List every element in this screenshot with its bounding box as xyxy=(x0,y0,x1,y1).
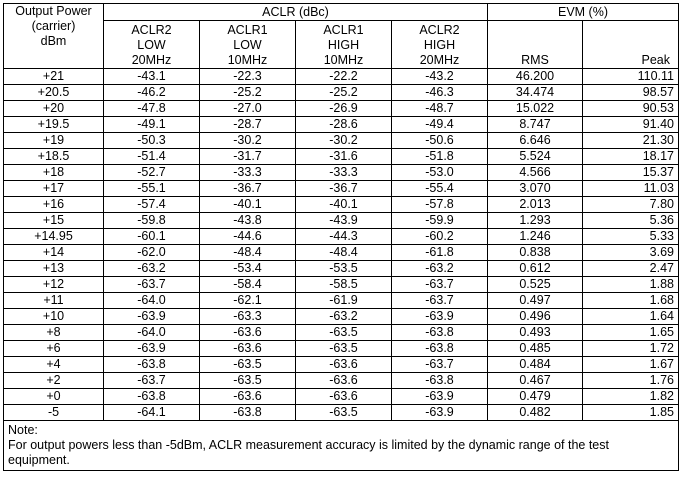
output-power-cell: +0 xyxy=(4,389,104,405)
table-row xyxy=(4,293,679,309)
aclr2-low-cell: -46.2 xyxy=(104,85,200,101)
aclr2-high-cell: -63.7 xyxy=(392,277,488,293)
evm-rms-cell: 0.612 xyxy=(488,261,583,277)
aclr1-high-cell: -33.3 xyxy=(296,165,392,181)
evm-rms-cell: 0.493 xyxy=(488,325,583,341)
aclr1-low-cell: -48.4 xyxy=(200,245,296,261)
evm-peak-cell: 7.80 xyxy=(583,197,679,213)
aclr1-low-cell: -28.7 xyxy=(200,117,296,133)
aclr1-high-cell: -63.6 xyxy=(296,357,392,373)
aclr1-high-cell: -63.5 xyxy=(296,341,392,357)
aclr1-high-cell: -63.6 xyxy=(296,389,392,405)
aclr1-high-cell: -40.1 xyxy=(296,197,392,213)
aclr2-high-cell: -53.0 xyxy=(392,165,488,181)
aclr2-low-cell: -62.0 xyxy=(104,245,200,261)
evm-rms-cell: 0.525 xyxy=(488,277,583,293)
aclr2-low-cell: -64.0 xyxy=(104,325,200,341)
evm-peak-cell: 1.88 xyxy=(583,277,679,293)
aclr2-low-cell: -63.9 xyxy=(104,309,200,325)
table-row xyxy=(4,85,679,101)
output-power-cell: +18.5 xyxy=(4,149,104,165)
evm-peak-cell: 5.33 xyxy=(583,229,679,245)
aclr2-high-cell: -61.8 xyxy=(392,245,488,261)
evm-rms-cell: 2.013 xyxy=(488,197,583,213)
aclr1-low-cell: -36.7 xyxy=(200,181,296,197)
table-row xyxy=(4,197,679,213)
table-row xyxy=(4,181,679,197)
evm-peak-cell: 1.85 xyxy=(583,405,679,421)
aclr2-low-cell: -52.7 xyxy=(104,165,200,181)
aclr1-low-header: ACLR1 LOW 10MHz xyxy=(200,21,296,69)
evm-peak-cell: 1.65 xyxy=(583,325,679,341)
aclr1-low-cell: -22.3 xyxy=(200,69,296,85)
aclr1-high-cell: -31.6 xyxy=(296,149,392,165)
output-power-cell: +14 xyxy=(4,245,104,261)
table-row xyxy=(4,101,679,117)
aclr1-low-cell: -63.5 xyxy=(200,357,296,373)
aclr1-low-cell: -63.5 xyxy=(200,373,296,389)
evm-rms-cell: 0.485 xyxy=(488,341,583,357)
output-power-cell: +17 xyxy=(4,181,104,197)
aclr1-low-cell: -31.7 xyxy=(200,149,296,165)
evm-peak-cell: 18.17 xyxy=(583,149,679,165)
aclr1-high-cell: -63.5 xyxy=(296,405,392,421)
table-row xyxy=(4,389,679,405)
evm-rms-cell: 6.646 xyxy=(488,133,583,149)
aclr2-low-cell: -63.9 xyxy=(104,341,200,357)
aclr2-high-cell: -63.7 xyxy=(392,357,488,373)
aclr1-high-cell: -63.6 xyxy=(296,373,392,389)
evm-peak-cell: 110.11 xyxy=(583,69,679,85)
output-power-cell: +12 xyxy=(4,277,104,293)
aclr2-high-cell: -63.8 xyxy=(392,373,488,389)
document-page xyxy=(3,3,678,471)
aclr2-low-header: ACLR2 LOW 20MHz xyxy=(104,21,200,69)
header-group-row xyxy=(4,4,679,21)
output-power-cell: +20.5 xyxy=(4,85,104,101)
evm-peak-cell: 98.57 xyxy=(583,85,679,101)
aclr2-high-cell: -63.9 xyxy=(392,405,488,421)
aclr2-low-cell: -57.4 xyxy=(104,197,200,213)
aclr1-low-cell: -30.2 xyxy=(200,133,296,149)
output-power-cell: +21 xyxy=(4,69,104,85)
aclr2-high-cell: -60.2 xyxy=(392,229,488,245)
evm-rms-cell: 0.479 xyxy=(488,389,583,405)
aclr1-low-cell: -53.4 xyxy=(200,261,296,277)
aclr1-low-cell: -63.8 xyxy=(200,405,296,421)
aclr1-high-cell: -43.9 xyxy=(296,213,392,229)
evm-rms-cell: 0.497 xyxy=(488,293,583,309)
output-power-cell: +19.5 xyxy=(4,117,104,133)
output-power-cell: +16 xyxy=(4,197,104,213)
table-row xyxy=(4,373,679,389)
evm-peak-cell: 90.53 xyxy=(583,101,679,117)
aclr1-low-cell: -63.6 xyxy=(200,325,296,341)
aclr1-high-cell: -58.5 xyxy=(296,277,392,293)
aclr2-low-cell: -63.2 xyxy=(104,261,200,277)
output-power-cell: +2 xyxy=(4,373,104,389)
output-power-cell: +11 xyxy=(4,293,104,309)
table-body xyxy=(4,69,679,421)
output-power-cell: +15 xyxy=(4,213,104,229)
table-row xyxy=(4,341,679,357)
aclr2-low-cell: -55.1 xyxy=(104,181,200,197)
aclr1-low-cell: -63.3 xyxy=(200,309,296,325)
header-sub-row xyxy=(4,21,679,69)
evm-peak-cell: 1.67 xyxy=(583,357,679,373)
evm-rms-cell: 4.566 xyxy=(488,165,583,181)
aclr2-high-cell: -59.9 xyxy=(392,213,488,229)
aclr2-high-cell: -63.2 xyxy=(392,261,488,277)
aclr2-low-cell: -60.1 xyxy=(104,229,200,245)
evm-rms-cell: 1.246 xyxy=(488,229,583,245)
table-row xyxy=(4,245,679,261)
aclr2-low-cell: -51.4 xyxy=(104,149,200,165)
aclr2-high-cell: -63.9 xyxy=(392,309,488,325)
evm-rms-cell: 0.838 xyxy=(488,245,583,261)
table-row xyxy=(4,117,679,133)
evm-rms-cell: 0.482 xyxy=(488,405,583,421)
aclr2-high-cell: -50.6 xyxy=(392,133,488,149)
output-power-cell: +4 xyxy=(4,357,104,373)
evm-peak-cell: 1.82 xyxy=(583,389,679,405)
evm-peak-cell: 21.30 xyxy=(583,133,679,149)
evm-peak-cell: 3.69 xyxy=(583,245,679,261)
aclr2-low-cell: -59.8 xyxy=(104,213,200,229)
evm-peak-header: Peak xyxy=(583,21,679,69)
aclr2-high-cell: -57.8 xyxy=(392,197,488,213)
aclr2-low-cell: -64.0 xyxy=(104,293,200,309)
aclr-group-header: ACLR (dBc) xyxy=(104,4,488,21)
aclr1-low-cell: -27.0 xyxy=(200,101,296,117)
aclr2-high-cell: -63.8 xyxy=(392,325,488,341)
aclr1-high-cell: -61.9 xyxy=(296,293,392,309)
evm-rms-cell: 1.293 xyxy=(488,213,583,229)
aclr1-low-cell: -33.3 xyxy=(200,165,296,181)
evm-peak-cell: 1.64 xyxy=(583,309,679,325)
evm-rms-cell: 0.467 xyxy=(488,373,583,389)
evm-peak-cell: 5.36 xyxy=(583,213,679,229)
output-power-cell: +6 xyxy=(4,341,104,357)
evm-peak-cell: 15.37 xyxy=(583,165,679,181)
note-text: For output powers less than -5dBm, ACLR measurement accuracy is limited by the dynamic range of the test equipment. xyxy=(8,438,609,467)
aclr1-high-cell: -63.2 xyxy=(296,309,392,325)
aclr1-low-cell: -43.8 xyxy=(200,213,296,229)
aclr1-high-cell: -25.2 xyxy=(296,85,392,101)
evm-peak-cell: 1.72 xyxy=(583,341,679,357)
note-row xyxy=(4,421,679,471)
output-power-header: Output Power (carrier) dBm xyxy=(4,4,104,69)
aclr1-high-cell: -28.6 xyxy=(296,117,392,133)
aclr1-low-cell: -40.1 xyxy=(200,197,296,213)
output-power-cell: +20 xyxy=(4,101,104,117)
aclr1-high-cell: -26.9 xyxy=(296,101,392,117)
note-cell xyxy=(4,421,679,471)
aclr2-high-cell: -43.2 xyxy=(392,69,488,85)
aclr2-low-cell: -50.3 xyxy=(104,133,200,149)
output-power-cell: +18 xyxy=(4,165,104,181)
aclr1-high-cell: -53.5 xyxy=(296,261,392,277)
aclr2-low-cell: -64.1 xyxy=(104,405,200,421)
evm-rms-cell: 8.747 xyxy=(488,117,583,133)
evm-rms-header: RMS xyxy=(488,21,583,69)
table-row xyxy=(4,357,679,373)
evm-peak-cell: 2.47 xyxy=(583,261,679,277)
aclr2-low-cell: -43.1 xyxy=(104,69,200,85)
aclr2-high-cell: -63.8 xyxy=(392,341,488,357)
output-power-cell: +10 xyxy=(4,309,104,325)
aclr1-high-cell: -63.5 xyxy=(296,325,392,341)
table-row xyxy=(4,149,679,165)
table-row xyxy=(4,133,679,149)
output-power-cell: -5 xyxy=(4,405,104,421)
aclr1-high-cell: -48.4 xyxy=(296,245,392,261)
evm-rms-cell: 46.200 xyxy=(488,69,583,85)
table-row xyxy=(4,229,679,245)
aclr1-high-header: ACLR1 HIGH 10MHz xyxy=(296,21,392,69)
table-row xyxy=(4,277,679,293)
evm-rms-cell: 0.496 xyxy=(488,309,583,325)
aclr2-low-cell: -47.8 xyxy=(104,101,200,117)
evm-rms-cell: 5.524 xyxy=(488,149,583,165)
aclr-evm-table xyxy=(3,3,679,471)
evm-rms-cell: 3.070 xyxy=(488,181,583,197)
aclr1-high-cell: -22.2 xyxy=(296,69,392,85)
table-row xyxy=(4,69,679,85)
aclr2-high-cell: -48.7 xyxy=(392,101,488,117)
output-power-cell: +19 xyxy=(4,133,104,149)
aclr1-high-cell: -30.2 xyxy=(296,133,392,149)
aclr2-high-cell: -49.4 xyxy=(392,117,488,133)
table-row xyxy=(4,309,679,325)
evm-rms-cell: 15.022 xyxy=(488,101,583,117)
evm-peak-cell: 1.76 xyxy=(583,373,679,389)
aclr2-low-cell: -63.7 xyxy=(104,373,200,389)
aclr1-low-cell: -63.6 xyxy=(200,341,296,357)
evm-peak-cell: 1.68 xyxy=(583,293,679,309)
aclr2-high-cell: -55.4 xyxy=(392,181,488,197)
aclr1-low-cell: -63.6 xyxy=(200,389,296,405)
aclr2-low-cell: -63.8 xyxy=(104,389,200,405)
aclr1-low-cell: -44.6 xyxy=(200,229,296,245)
aclr1-low-cell: -58.4 xyxy=(200,277,296,293)
aclr2-high-cell: -51.8 xyxy=(392,149,488,165)
output-power-cell: +8 xyxy=(4,325,104,341)
table-row xyxy=(4,165,679,181)
aclr1-high-cell: -36.7 xyxy=(296,181,392,197)
evm-group-header: EVM (%) xyxy=(488,4,679,21)
output-power-cell: +13 xyxy=(4,261,104,277)
table-row xyxy=(4,213,679,229)
evm-rms-cell: 34.474 xyxy=(488,85,583,101)
evm-peak-cell: 91.40 xyxy=(583,117,679,133)
aclr2-high-cell: -46.3 xyxy=(392,85,488,101)
table-row xyxy=(4,325,679,341)
aclr2-low-cell: -63.7 xyxy=(104,277,200,293)
table-row xyxy=(4,405,679,421)
table-row xyxy=(4,261,679,277)
evm-peak-cell: 11.03 xyxy=(583,181,679,197)
evm-rms-cell: 0.484 xyxy=(488,357,583,373)
aclr2-low-cell: -49.1 xyxy=(104,117,200,133)
aclr1-high-cell: -44.3 xyxy=(296,229,392,245)
aclr1-low-cell: -25.2 xyxy=(200,85,296,101)
aclr2-high-cell: -63.7 xyxy=(392,293,488,309)
note-label: Note: xyxy=(8,423,38,437)
aclr1-low-cell: -62.1 xyxy=(200,293,296,309)
aclr2-low-cell: -63.8 xyxy=(104,357,200,373)
output-power-cell: +14.95 xyxy=(4,229,104,245)
aclr2-high-header: ACLR2 HIGH 20MHz xyxy=(392,21,488,69)
aclr2-high-cell: -63.9 xyxy=(392,389,488,405)
